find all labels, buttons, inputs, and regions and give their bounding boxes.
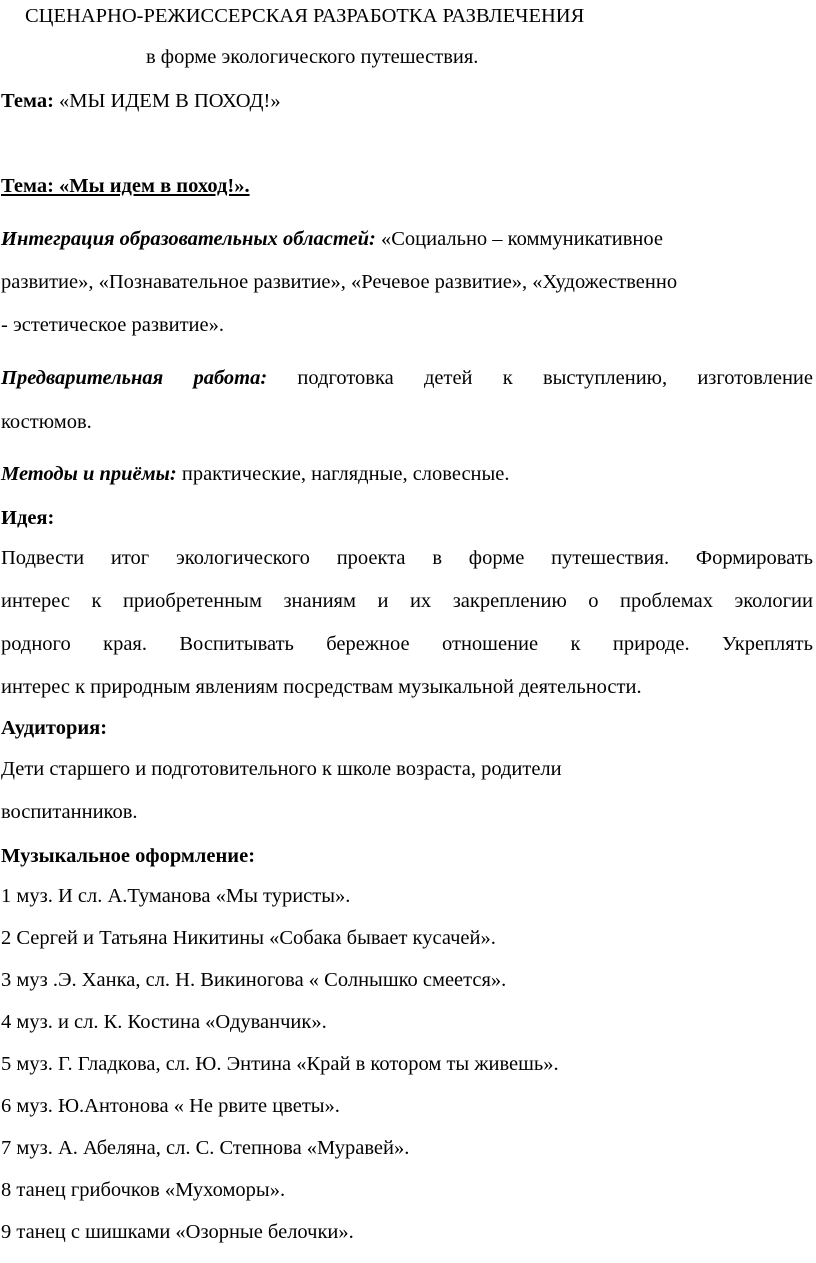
theme-value: «МЫ ИДЕМ В ПОХОД!» [59,90,281,112]
music-item: 5 муз. Г. Гладкова, сл. Ю. Энтина «Край в котором ты живешь». [1,1053,559,1075]
integration-line-2: развитие», «Познавательное развитие», «Речевое развитие», «Художественно [1,271,678,293]
theme-heading-underlined: Тема: «Мы идем в поход!». [1,175,250,197]
preliminary-label: Предварительная работа: [1,367,268,389]
document-subtitle: в форме экологического путешествия. [146,46,479,68]
integration-line-1 [1,227,663,252]
integration-text-1: «Социально – коммуникативное [380,228,663,250]
music-item: 8 танец грибочков «Мухоморы». [1,1179,286,1201]
music-item: 3 муз .Э. Ханка, сл. Н. Викиногова « Солнышко смеется». [1,969,507,991]
theme-label: Тема: [1,90,54,112]
music-item: 1 муз. И сл. А.Туманова «Мы туристы». [1,885,351,907]
preliminary-line-2: костюмов. [1,411,92,433]
music-item: 9 танец с шишками «Озорные белочки». [1,1221,354,1243]
idea-line-3: родного края. Воспитывать бережное отношение к природе. Укреплять [1,633,813,655]
preliminary-text-1: подготовка детей к выступлению, изготовление [297,367,814,389]
music-item: 2 Сергей и Татьяна Никитины «Собака бывает кусачей». [1,927,496,949]
idea-line-4: интерес к природным явлениям посредствам музыкальной деятельности. [1,676,642,698]
audience-label: Аудитория: [1,717,108,739]
music-label: Музыкальное оформление: [1,845,256,867]
methods-value: практические, наглядные, словесные. [181,463,510,485]
music-item: 4 муз. и сл. К. Костина «Одуванчик». [1,1011,327,1033]
document-title: СЦЕНАРНО-РЕЖИССЕРСКАЯ РАЗРАБОТКА РАЗВЛЕЧЕНИЯ [25,5,585,27]
methods-label: Методы и приёмы: [1,463,177,485]
integration-label: Интеграция образовательных областей: [1,228,376,250]
integration-line-3: - эстетическое развитие». [1,314,224,336]
audience-line-1: Дети старшего и подготовительного к школе возраста, родители [1,758,562,780]
theme-line [1,89,281,114]
methods-line [1,462,510,487]
idea-line-2: интерес к приобретенным знаниям и их закреплению о проблемах экологии [1,590,813,612]
audience-line-2: воспитанников. [1,801,138,823]
preliminary-line-1 [1,366,813,391]
music-item: 6 муз. Ю.Антонова « Не рвите цветы». [1,1095,340,1117]
idea-label: Идея: [1,507,55,529]
music-item: 7 муз. А. Абеляна, сл. С. Степнова «Муравей». [1,1137,410,1159]
idea-line-1: Подвести итог экологического проекта в форме путешествия. Формировать [1,547,813,569]
